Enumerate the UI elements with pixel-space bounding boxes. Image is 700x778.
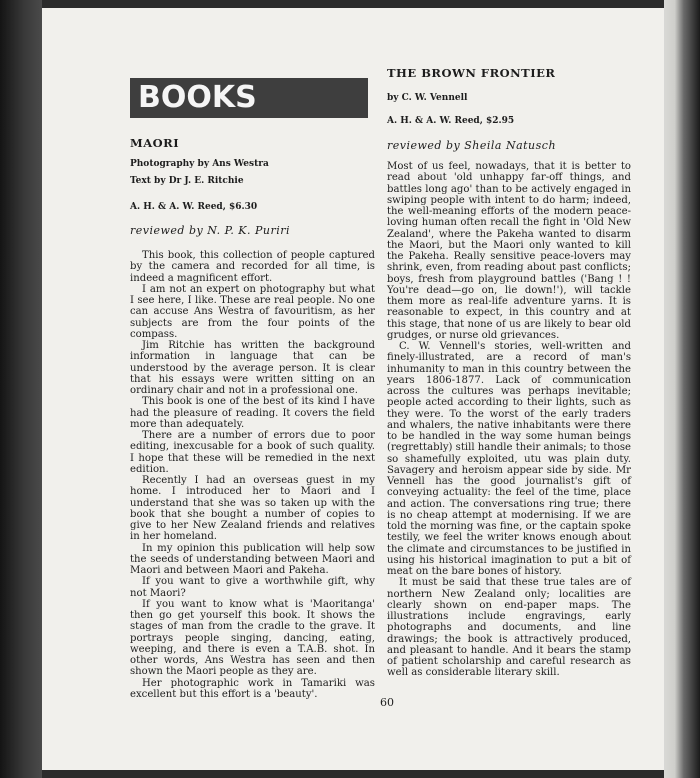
left-paragraph-7: In my opinion this publication will help sow the seeds of understanding between Maori and Maori and between Maori and Pakeha. — [130, 542, 375, 576]
left-paragraph-5: There are a number of errors due to poor editing, inexcusable for a book of such quality. I hope that these will be remedied in the next edition. — [130, 430, 375, 475]
left-paragraph-4: This book is one of the best of its kind I have had the pleasure of reading. It covers the field more than adequately. — [130, 396, 375, 430]
left-review-title: MAORI — [130, 136, 180, 150]
left-paragraph-8: If you want to give a worthwhile gift, why not Maori? — [130, 576, 375, 599]
books-banner: BOOKS — [130, 78, 368, 118]
left-review-reviewer: reviewed by N. P. K. Puriri — [130, 224, 291, 237]
scan-edge-right — [664, 0, 700, 778]
right-paragraph-3: It must be said that these true tales are of northern New Zealand only; localities are clearly shown on end-paper maps. The illustrations include engravings, early photographs and documents, and line drawings; the book is attractively produced, and pleasant to handle. And it bears the stamp of patient scholarship and careful research as well as considerable literary skill. — [387, 577, 631, 679]
right-review-body — [387, 161, 631, 679]
left-review-publisher: A. H. & A. W. Reed, $6.30 — [130, 202, 258, 212]
right-paragraph-1: Most of us feel, nowadays, that it is better to read about 'old unhappy far-off things, and battles long ago' than to be actively engaged in swiping people with intent to do harm; indeed, the well-meaning efforts of the modern peace-loving human often recall the fight in 'Old New Zealand', where the Pakeha wanted to disarm the Maori, but the Maori only wanted to kill the Pakeha. Really sensitive peace-lovers may shrink, even, from reading about past conflicts; boys, fresh from playground battles ('Bang ! ! You're dead—go on, lie down!'), will tackle them more as real-life adventure yarns. It is reasonable to expect, in this country and at this stage, that none of us are likely to bear old grudges, or nurse old grievances. — [387, 161, 631, 341]
right-review-title: THE BROWN FRONTIER — [387, 66, 556, 80]
right-review-publisher: A. H. & A. W. Reed, $2.95 — [387, 116, 515, 126]
left-paragraph-6: Recently I had an overseas guest in my home. I introduced her to Maori and I understand that she was so taken up with the book that she bought a number of copies to give to her New Zealand friends and relatives in her homeland. — [130, 475, 375, 543]
left-paragraph-10: Her photographic work in Tamariki was excellent but this effort is a 'beauty'. — [130, 677, 375, 700]
left-paragraph-3: Jim Ritchie has written the background information in language that can be understood by the average person. It is clear that his essays were written sitting on an ordinary chair and not in a professional one. — [130, 340, 375, 396]
magazine-page — [42, 8, 664, 770]
page-number: 60 — [380, 696, 394, 709]
left-review-body — [130, 250, 375, 700]
left-review-photography: Photography by Ans Westra — [130, 159, 269, 169]
right-review-reviewer: reviewed by Sheila Natusch — [387, 139, 557, 152]
left-paragraph-2: I am not an expert on photography but what I see here, I like. These are real people. No one can accuse Ans Westra of favouritism, as her subjects are from the four points of the compass. — [130, 283, 375, 340]
right-paragraph-2: C. W. Vennell's stories, well-written and finely-illustrated, are a record of man's inhumanity to man in this country between the years 1806-1877. Lack of communication across the cultures was perhaps inevitable; people acted according to their lights, such as they were. To the worst of the early traders and whalers, the native inhabitants were there to be handled in the way some human beings (regrettably) still handle their animals; to those so shamefully exploited, utu was plain duty. Savagery and heroism appear side by side. Mr Vennell has the good journalist's gift of conveying actuality: the feel of the time, place and action. The conversations ring true; there is no cheap attempt at modernising. If we are told the morning was fine, or the captain spoke testily, we feel the writer knows enough about the climate and circumstances to be justified in using his historical imagination to put a bit of meat on the bare bones of history. — [387, 341, 631, 577]
scan-edge-left — [0, 0, 42, 778]
left-paragraph-1: This book, this collection of people captured by the camera and recorded for all time, is indeed a magnificent effort. — [130, 250, 375, 284]
left-review-text-by: Text by Dr J. E. Ritchie — [130, 176, 244, 186]
right-review-author: by C. W. Vennell — [387, 93, 468, 103]
left-paragraph-9: If you want to know what is 'Maoritanga' then go get yourself this book. It shows the stages of man from the cradle to the grave. It portrays people singing, dancing, eating, weeping, and there is even a T.A.B. shot. In other words, Ans Westra has seen and then shown the Maori people as they are. — [130, 598, 375, 678]
